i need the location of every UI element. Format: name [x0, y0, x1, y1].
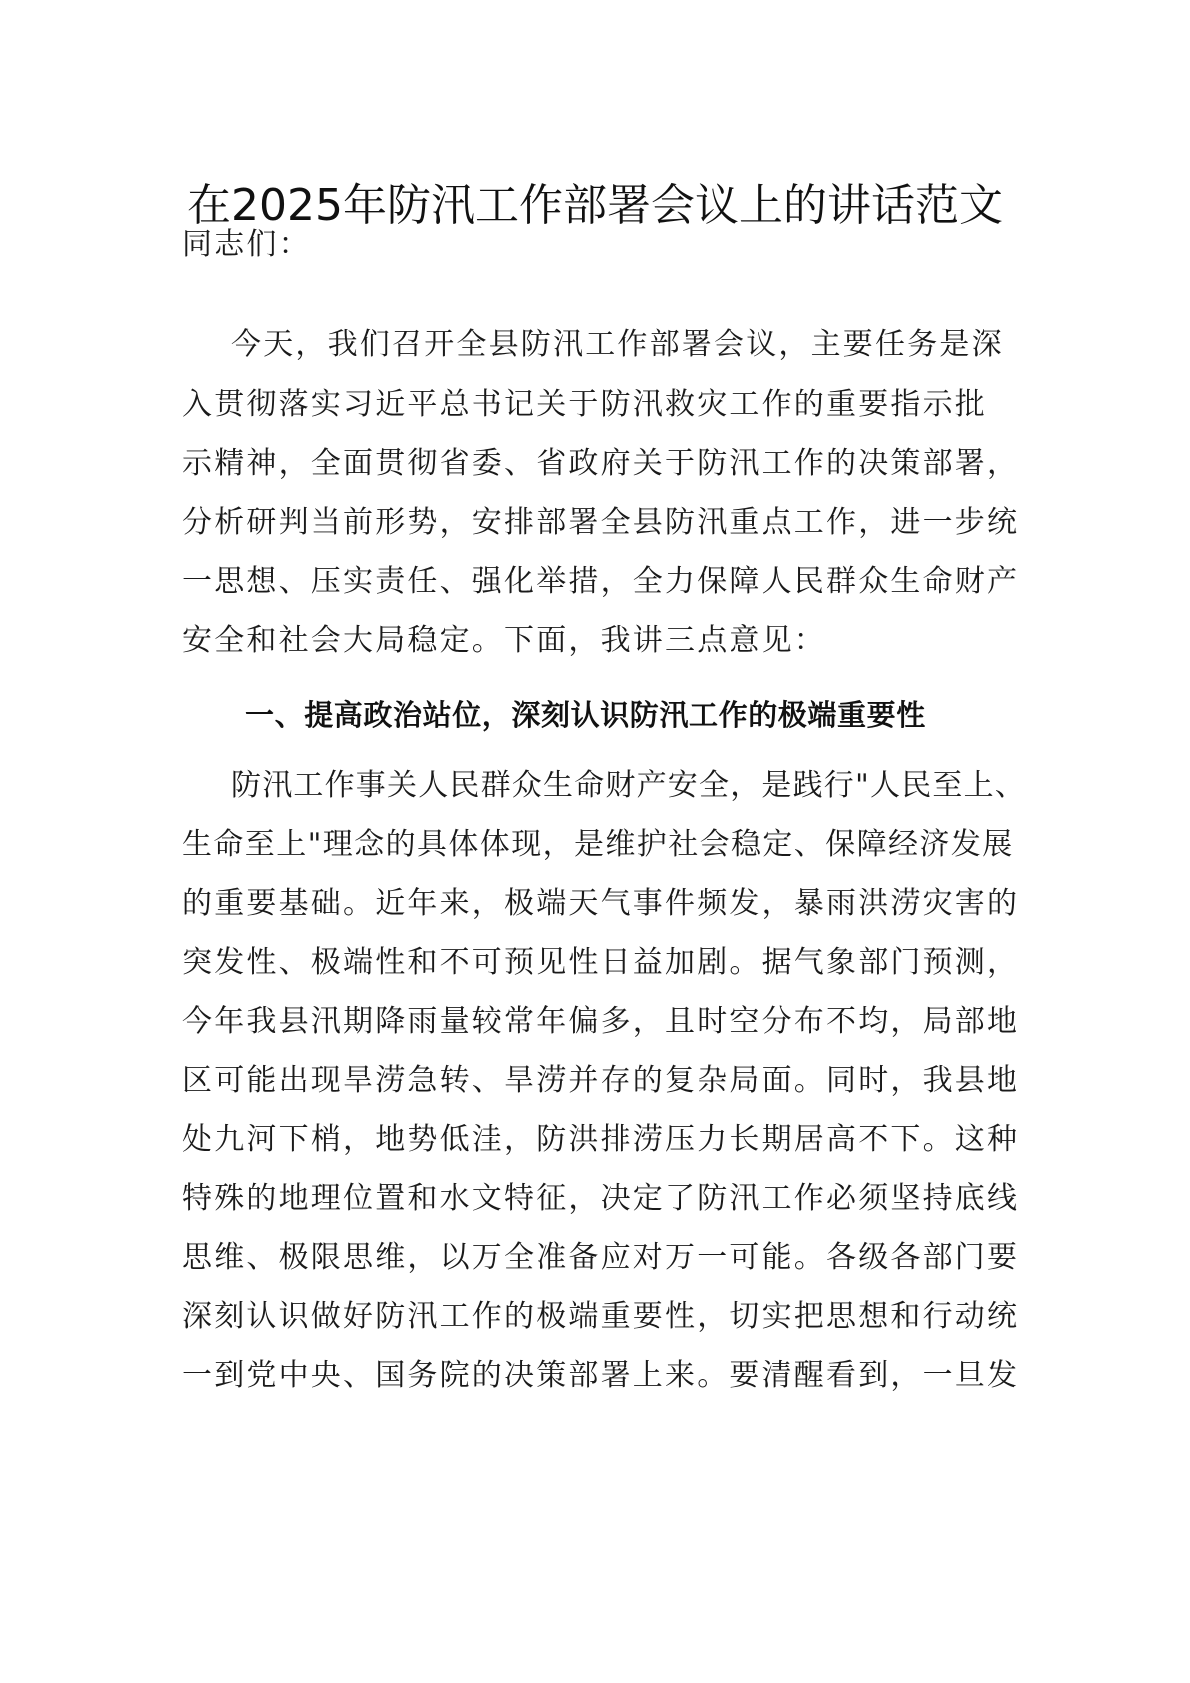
section-line: 特殊的地理位置和水文特征，决定了防汛工作必须坚持底线 [182, 1181, 1020, 1216]
salutation: 同志们： [182, 227, 311, 262]
intro-line: 分析研判当前形势，安排部署全县防汛重点工作，进一步统 [182, 505, 1020, 540]
intro-line: 入贯彻落实习近平总书记关于防汛救灾工作的重要指示批 [182, 387, 987, 422]
intro-line: 示精神，全面贯彻省委、省政府关于防汛工作的决策部署， [182, 446, 1020, 481]
section-line: 深刻认识做好防汛工作的极端重要性，切实把思想和行动统 [182, 1299, 1020, 1334]
section-line: 区可能出现旱涝急转、旱涝并存的复杂局面。同时，我县地 [182, 1063, 1020, 1098]
intro-line: 今天，我们召开全县防汛工作部署会议，主要任务是深 [231, 327, 1004, 362]
section-heading: 一、提高政治站位，深刻认识防汛工作的极端重要性 [245, 698, 926, 732]
document-title: 在2025年防汛工作部署会议上的讲话范文 [187, 180, 1003, 231]
section-line: 一到党中央、国务院的决策部署上来。要清醒看到，一旦发 [182, 1358, 1020, 1393]
section-line: 思维、极限思维，以万全准备应对万一可能。各级各部门要 [182, 1240, 1020, 1275]
intro-line: 一思想、压实责任、强化举措，全力保障人民群众生命财产 [182, 564, 1020, 599]
section-line: 的重要基础。近年来，极端天气事件频发，暴雨洪涝灾害的 [182, 886, 1020, 921]
section-line: 处九河下梢，地势低洼，防洪排涝压力长期居高不下。这种 [182, 1122, 1020, 1157]
section-line: 今年我县汛期降雨量较常年偏多，且时空分布不均，局部地 [182, 1004, 1020, 1039]
section-line: 生命至上"理念的具体体现，是维护社会稳定、保障经济发展 [182, 827, 1014, 862]
section-line: 突发性、极端性和不可预见性日益加剧。据气象部门预测， [182, 945, 1020, 980]
intro-line: 安全和社会大局稳定。下面，我讲三点意见： [182, 623, 826, 658]
section-line: 防汛工作事关人民群众生命财产安全，是践行"人民至上、 [231, 768, 1026, 803]
